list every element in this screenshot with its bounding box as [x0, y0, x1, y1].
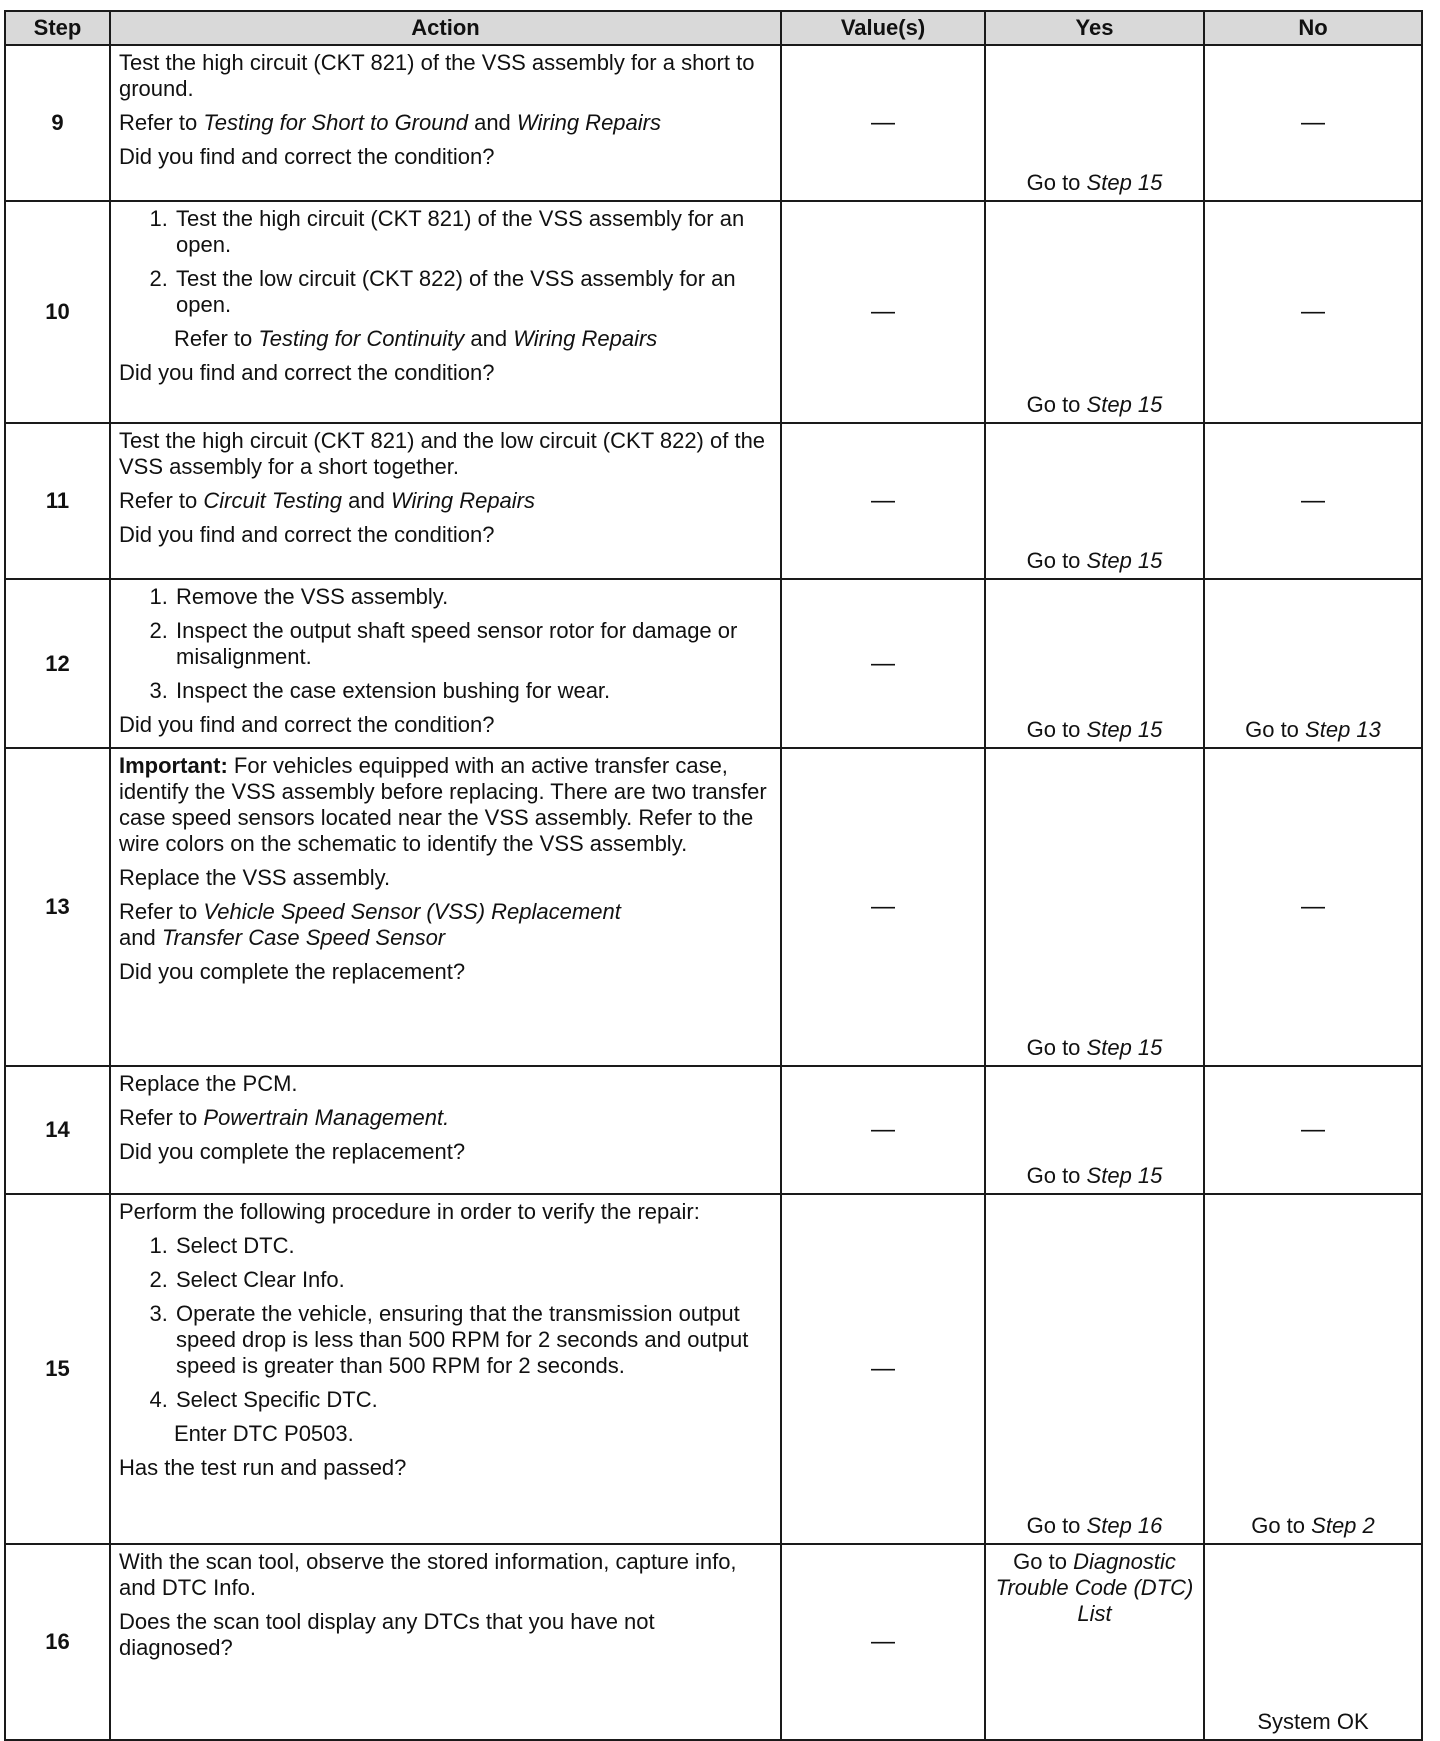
yes-cell: Go to Step 15	[985, 45, 1204, 201]
value-cell	[781, 748, 985, 1066]
list-item: 2. Test the low circuit (CKT 822) of the VSS assembly for an open.	[174, 266, 772, 318]
goto-step-link[interactable]: Step 2	[1311, 1513, 1375, 1538]
dash: —	[871, 893, 895, 920]
dash: —	[871, 1355, 895, 1382]
table-row	[5, 423, 1422, 579]
header-values: Value(s)	[781, 11, 985, 45]
yes-cell: Go to Diagnostic Trouble Code (DTC) List	[985, 1544, 1204, 1740]
no-cell	[1204, 1544, 1422, 1740]
reference-text: Refer to Vehicle Speed Sensor (VSS) Replacement and Transfer Case Speed Sensor	[119, 899, 621, 950]
action-text: Test the high circuit (CKT 821) of the VSS assembly for a short to ground.	[119, 50, 755, 101]
list-item: 1. Select DTC.	[174, 1233, 772, 1259]
reference-link[interactable]: Wiring Repairs	[516, 110, 661, 135]
action-list	[119, 584, 772, 704]
goto-step-link[interactable]: Step 15	[1086, 392, 1163, 417]
goto-step-link[interactable]: Step 15	[1086, 717, 1163, 742]
action-cell	[110, 45, 781, 201]
reference-link[interactable]: Testing for Continuity	[258, 326, 465, 351]
reference-link[interactable]: Powertrain Management.	[203, 1105, 450, 1130]
reference-link[interactable]: Testing for Short to Ground	[203, 110, 468, 135]
header-no: No	[1204, 11, 1422, 45]
action-cell	[110, 1066, 781, 1194]
question-text: Did you find and correct the condition?	[119, 522, 495, 547]
reference-text: Refer to Testing for Continuity and Wiring Repairs	[174, 326, 658, 351]
step-number: 16	[5, 1544, 110, 1740]
yes-cell: Go to Step 15	[985, 579, 1204, 748]
no-cell: Go to Step 2	[1204, 1194, 1422, 1544]
action-text: Replace the VSS assembly.	[119, 865, 391, 890]
goto-reference-link[interactable]: Diagnostic Trouble Code (DTC) List	[995, 1549, 1194, 1626]
step-number: 12	[5, 579, 110, 748]
list-item: 2. Inspect the output shaft speed sensor rotor for damage or misalignment.	[174, 618, 772, 670]
goto-step-link[interactable]: Step 15	[1086, 1035, 1163, 1060]
value-cell	[781, 201, 985, 423]
question-text: Does the scan tool display any DTCs that you have not diagnosed?	[119, 1609, 655, 1660]
table-row	[5, 201, 1422, 423]
no-cell	[1204, 201, 1422, 423]
goto-step-link[interactable]: Step 13	[1305, 717, 1381, 742]
list-item: 1. Remove the VSS assembly.	[174, 584, 772, 610]
question-text: Did you complete the replacement?	[119, 1139, 466, 1164]
table-row	[5, 45, 1422, 201]
diagnostic-table-page	[4, 10, 1421, 1741]
yes-cell: Go to Step 15	[985, 423, 1204, 579]
goto-step-link[interactable]: Step 16	[1086, 1513, 1163, 1538]
action-text: With the scan tool, observe the stored information, capture info, and DTC Info.	[119, 1549, 737, 1600]
goto-step-link[interactable]: Step 15	[1086, 170, 1163, 195]
dash: —	[871, 487, 895, 514]
dash: —	[1301, 109, 1325, 136]
action-text: Perform the following procedure in order to verify the repair:	[119, 1199, 700, 1224]
question-text: Did you complete the replacement?	[119, 959, 466, 984]
no-cell: Go to Step 13	[1204, 579, 1422, 748]
reference-link[interactable]: Transfer Case Speed Sensor	[161, 925, 446, 950]
no-cell	[1204, 748, 1422, 1066]
dash: —	[1301, 298, 1325, 325]
action-cell	[110, 201, 781, 423]
dash: —	[871, 1628, 895, 1655]
table-row	[5, 1066, 1422, 1194]
dash: —	[871, 1116, 895, 1143]
table-row	[5, 1544, 1422, 1740]
step-number: 15	[5, 1194, 110, 1544]
dash: —	[1301, 487, 1325, 514]
value-cell	[781, 423, 985, 579]
list-item: 1. Test the high circuit (CKT 821) of the VSS assembly for an open.	[174, 206, 772, 258]
table-row	[5, 1194, 1422, 1544]
question-text: Has the test run and passed?	[119, 1455, 407, 1480]
table-row	[5, 748, 1422, 1066]
action-text: Replace the PCM.	[119, 1071, 298, 1096]
reference-text: Refer to Circuit Testing and Wiring Repairs	[119, 488, 536, 513]
reference-link[interactable]: Vehicle Speed Sensor (VSS) Replacement	[203, 899, 621, 924]
yes-cell: Go to Step 16	[985, 1194, 1204, 1544]
reference-link[interactable]: Wiring Repairs	[513, 326, 658, 351]
action-cell	[110, 1544, 781, 1740]
step-number: 11	[5, 423, 110, 579]
question-text: Did you find and correct the condition?	[119, 360, 495, 385]
no-cell	[1204, 45, 1422, 201]
value-cell	[781, 1066, 985, 1194]
list-item: 2. Select Clear Info.	[174, 1267, 772, 1293]
action-list	[119, 1233, 772, 1413]
action-list	[119, 206, 772, 318]
dash: —	[871, 298, 895, 325]
no-cell	[1204, 423, 1422, 579]
action-cell	[110, 423, 781, 579]
value-cell	[781, 1194, 985, 1544]
goto-step-link[interactable]: Step 15	[1086, 548, 1163, 573]
step-number: 10	[5, 201, 110, 423]
reference-link[interactable]: Wiring Repairs	[390, 488, 536, 513]
important-note: Important: For vehicles equipped with an active transfer case, identify the VSS assembly before replacing. There are two transfer case speed sensors located near the VSS assembly. Refer to the wire colors on the schematic to identify the VSS assembly.	[119, 753, 767, 856]
list-item: 3. Operate the vehicle, ensuring that the transmission output speed drop is less than 500 RPM for 2 seconds and output speed is greater than 500 RPM for 2 seconds.	[174, 1301, 772, 1379]
yes-cell: Go to Step 15	[985, 748, 1204, 1066]
reference-text: Refer to Powertrain Management.	[119, 1105, 450, 1130]
value-cell	[781, 45, 985, 201]
action-cell	[110, 1194, 781, 1544]
diagnostic-table	[4, 10, 1423, 1741]
dash: —	[871, 109, 895, 136]
dash: —	[1301, 893, 1325, 920]
system-ok-text: System OK	[1257, 1709, 1369, 1734]
question-text: Did you find and correct the condition?	[119, 144, 495, 169]
table-row	[5, 579, 1422, 748]
header-yes: Yes	[985, 11, 1204, 45]
no-cell	[1204, 1066, 1422, 1194]
action-cell	[110, 579, 781, 748]
step-number: 9	[5, 45, 110, 201]
value-cell	[781, 1544, 985, 1740]
goto-step-link[interactable]: Step 15	[1086, 1163, 1163, 1188]
header-row	[5, 11, 1422, 45]
list-item: 4. Select Specific DTC.	[174, 1387, 772, 1413]
action-text: Test the high circuit (CKT 821) and the low circuit (CKT 822) of the VSS assembly for a short together.	[119, 428, 766, 479]
dash: —	[871, 649, 895, 677]
important-label: Important:	[119, 753, 228, 778]
reference-text: Refer to Testing for Short to Ground and Wiring Repairs	[119, 110, 661, 135]
header-step: Step	[5, 11, 110, 45]
yes-cell: Go to Step 15	[985, 1066, 1204, 1194]
step-number: 13	[5, 748, 110, 1066]
yes-cell: Go to Step 15	[985, 201, 1204, 423]
dash: —	[1301, 1116, 1325, 1143]
step-number: 14	[5, 1066, 110, 1194]
action-cell	[110, 748, 781, 1066]
value-cell	[781, 579, 985, 748]
reference-link[interactable]: Circuit Testing	[203, 488, 342, 513]
sub-step-text: Enter DTC P0503.	[174, 1421, 354, 1446]
header-action: Action	[110, 11, 781, 45]
list-item: 3. Inspect the case extension bushing for wear.	[174, 678, 772, 704]
question-text: Did you find and correct the condition?	[119, 712, 495, 737]
